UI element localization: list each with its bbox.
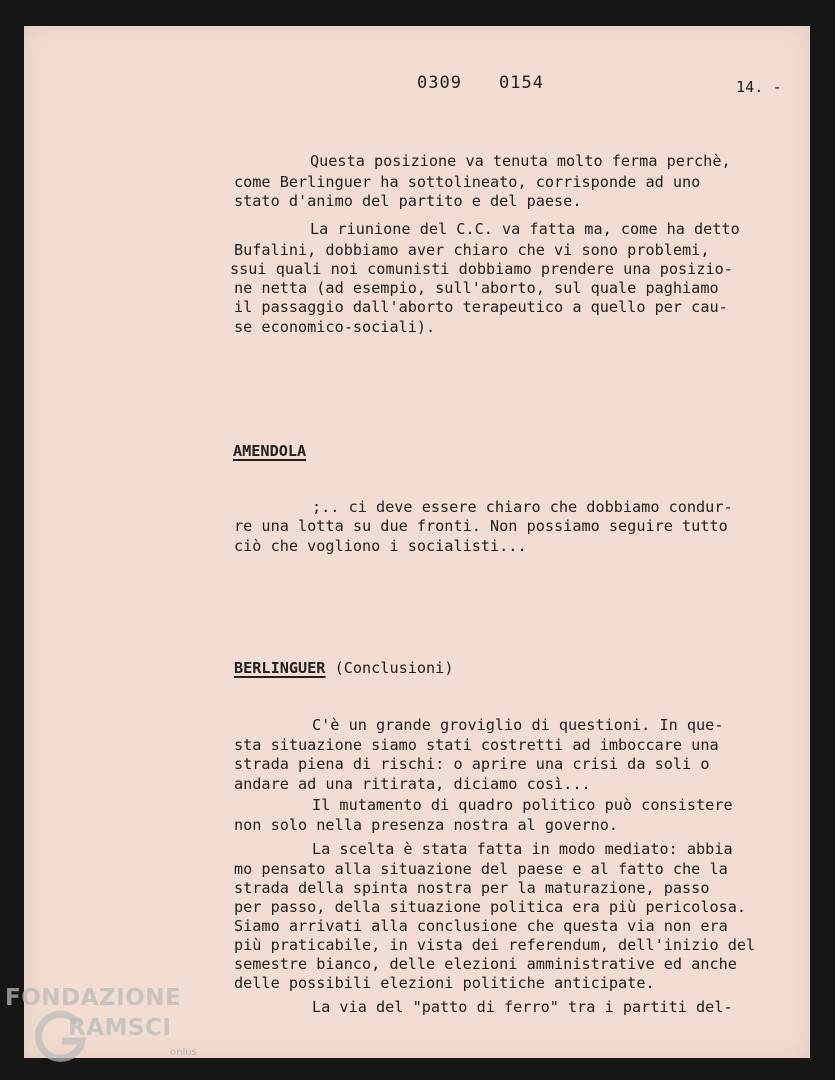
speaker-note: (Conclusioni) bbox=[334, 659, 454, 677]
text-line: Questa posizione va tenuta molto ferma perchè, bbox=[310, 152, 731, 170]
text-line: mo pensato alla situazione del paese e al fatto che la bbox=[234, 860, 728, 878]
text-line: strada piena di rischi: o aprire una crisi da soli o bbox=[234, 755, 710, 773]
text-line: strada della spinta nostra per la maturazione, passo bbox=[234, 879, 710, 897]
text-line: il passaggio dall'aborto terapeutico a quello per cau- bbox=[234, 298, 728, 316]
text-line: delle possibili elezioni politiche anticipate. bbox=[234, 974, 655, 992]
doc-number-a: 0309 bbox=[417, 73, 462, 93]
text-line: per passo, della situazione politica era più pericolosa. bbox=[234, 898, 747, 916]
page-number: 14. - bbox=[736, 78, 782, 96]
watermark-line1: FONDAZIONE bbox=[5, 985, 182, 1011]
text-line: se economico-sociali). bbox=[234, 318, 436, 336]
text-line: ;.. ci deve essere chiaro che dobbiamo condur- bbox=[312, 498, 733, 516]
text-line: Il mutamento di quadro politico può consistere bbox=[312, 796, 733, 814]
text-line: ssui quali noi comunisti dobbiamo prendere una posizio- bbox=[230, 260, 733, 278]
speaker-heading: AMENDOLA bbox=[233, 442, 307, 460]
watermark-line3: onlus bbox=[170, 1047, 197, 1058]
speaker-heading: BERLINGUER bbox=[234, 659, 326, 677]
document-page bbox=[24, 26, 810, 1058]
text-line: La via del "patto di ferro" tra i partiti del- bbox=[312, 998, 733, 1016]
text-line: Siamo arrivati alla conclusione che questa via non era bbox=[234, 917, 728, 935]
text-line: andare ad una ritirata, diciamo così... bbox=[234, 775, 591, 793]
doc-number-b: 0154 bbox=[499, 73, 544, 93]
text-line: La riunione del C.C. va fatta ma, come ha detto bbox=[310, 220, 740, 238]
watermark-line2: RAMSCI bbox=[68, 1015, 172, 1041]
text-line: semestre bianco, delle elezioni amministrative ed anche bbox=[234, 955, 737, 973]
text-line: stato d'animo del partito e del paese. bbox=[234, 192, 582, 210]
text-line: C'è un grande groviglio di questioni. In que- bbox=[312, 716, 724, 734]
text-line: come Berlinguer ha sottolineato, corrisponde ad uno bbox=[234, 173, 701, 191]
text-line: ciò che vogliono i socialisti... bbox=[234, 537, 527, 555]
text-line: Bufalini, dobbiamo aver chiaro che vi sono problemi, bbox=[234, 241, 710, 259]
text-line: sta situazione siamo stati costretti ad imboccare una bbox=[234, 736, 719, 754]
text-line: re una lotta su due fronti. Non possiamo seguire tutto bbox=[234, 517, 728, 535]
text-line: ne netta (ad esempio, sull'aborto, sul quale paghiamo bbox=[234, 279, 719, 297]
text-line: non solo nella presenza nostra al governo. bbox=[234, 816, 619, 834]
fondazione-gramsci-watermark bbox=[0, 985, 215, 1080]
text-line: La scelta è stata fatta in modo mediato: abbia bbox=[312, 840, 733, 858]
text-line: più praticabile, in vista dei referendum, dell'inizio del bbox=[234, 936, 756, 954]
speaker-heading-line bbox=[234, 659, 453, 677]
